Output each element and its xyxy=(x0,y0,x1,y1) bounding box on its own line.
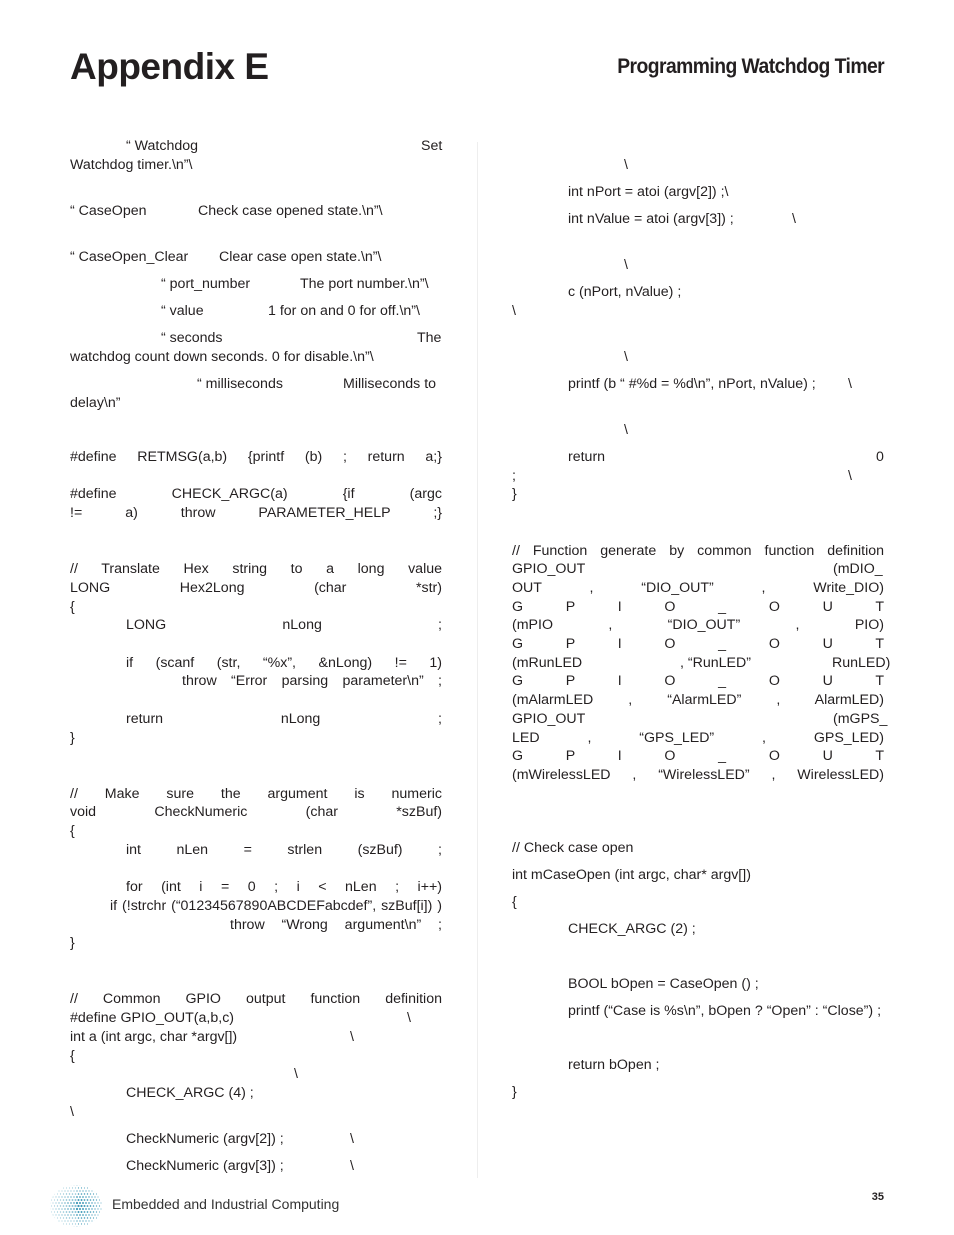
code-line: #define RETMSG(a,b) {printf (b) ; return a;} xyxy=(70,449,442,465)
column-divider xyxy=(477,142,478,1178)
code-line: \ xyxy=(350,1029,354,1045)
code-line: int nPort = atoi (argv[2]) ;\ xyxy=(568,184,729,200)
code-line: watchdog count down seconds. 0 for disable.\n”\ xyxy=(70,349,374,365)
code-line: Set xyxy=(421,138,443,154)
code-line: \ xyxy=(407,1010,411,1026)
code-line: #define GPIO_OUT(a,b,c) xyxy=(70,1010,235,1026)
code-line: \ xyxy=(848,468,852,484)
code-line: Milliseconds to xyxy=(343,376,437,392)
code-line: G P I O _ O U T xyxy=(512,748,884,764)
code-line: c (nPort, nValue) ; xyxy=(568,284,682,300)
code-line: CheckNumeric (argv[3]) ; xyxy=(126,1158,284,1174)
code-line: “ milliseconds xyxy=(197,376,283,392)
code-line: CheckNumeric (argv[2]) ; xyxy=(126,1131,284,1147)
code-line: (mGPS_ xyxy=(833,711,888,727)
code-line: (mAlarmLED , “AlarmLED” , AlarmLED) xyxy=(512,692,884,708)
code-line: G P I O _ O U T xyxy=(512,636,884,652)
code-line: } xyxy=(512,486,517,502)
code-line: The xyxy=(417,330,442,346)
code-line: \ xyxy=(350,1131,354,1147)
code-line: { xyxy=(70,823,75,839)
code-line: CHECK_ARGC (4) ; xyxy=(126,1085,254,1101)
code-line: \ xyxy=(294,1066,298,1082)
code-line: int mCaseOpen (int argc, char* argv[]) xyxy=(512,867,751,883)
page-title: Appendix E xyxy=(70,46,269,87)
code-line: Clear case open state.\n”\ xyxy=(219,249,382,265)
code-line: “ port_number xyxy=(161,276,251,292)
code-line: \ xyxy=(624,422,628,438)
code-comment: // Common GPIO output function definition xyxy=(70,991,442,1007)
code-line: throw “Error parsing parameter\n” ; xyxy=(182,673,442,689)
code-line: ; xyxy=(512,468,516,484)
code-line: “ seconds xyxy=(161,330,223,346)
code-line: void CheckNumeric (char *szBuf) xyxy=(70,804,442,820)
code-line: RunLED) xyxy=(832,655,891,671)
page-number: 35 xyxy=(871,1191,884,1203)
code-line: if (scanf (str, “%x”, &nLong) != 1) xyxy=(126,655,442,671)
code-line: BOOL bOpen = CaseOpen () ; xyxy=(568,976,759,992)
code-line: (mRunLED xyxy=(512,655,583,671)
code-line: int a (int argc, char *argv[]) xyxy=(70,1029,238,1045)
code-line: “ value xyxy=(161,303,204,319)
code-line: Check case opened state.\n”\ xyxy=(198,203,383,219)
code-line: \ xyxy=(624,157,628,173)
code-line: int nValue = atoi (argv[3]) ; xyxy=(568,211,734,227)
code-line: GPIO_OUT xyxy=(512,561,586,577)
code-line: (mPIO , “DIO_OUT” , PIO) xyxy=(512,617,884,633)
code-line: \ xyxy=(624,257,628,273)
code-line: Watchdog timer.\n”\ xyxy=(70,157,193,173)
code-line: GPIO_OUT xyxy=(512,711,586,727)
code-comment: // Make sure the argument is numeric xyxy=(70,786,442,802)
code-line: “ CaseOpen xyxy=(70,203,147,219)
code-line: 0 xyxy=(876,449,884,465)
code-line: #define CHECK_ARGC(a) {if (argc xyxy=(70,486,442,502)
code-line: int nLen = strlen (szBuf) ; xyxy=(126,842,442,858)
footer-company-text: Embedded and Industrial Computing xyxy=(112,1196,340,1212)
code-line: \ xyxy=(70,1104,74,1120)
code-line: { xyxy=(512,894,517,910)
code-line: delay\n” xyxy=(70,395,121,411)
code-line: “ CaseOpen_Clear xyxy=(70,249,189,265)
code-line: (mDIO_ xyxy=(833,561,883,577)
code-line: \ xyxy=(624,349,628,365)
code-line: , “RunLED” xyxy=(680,655,751,671)
code-line: { xyxy=(70,599,75,615)
code-line: G P I O _ O U T xyxy=(512,673,884,689)
code-line: } xyxy=(70,730,75,746)
code-line: “ Watchdog xyxy=(126,138,199,154)
code-line: for (int i = 0 ; i < nLen ; i++) xyxy=(126,879,442,895)
code-line: != a) throw PARAMETER_HELP ;} xyxy=(70,505,442,521)
globe-logo-icon xyxy=(49,1184,103,1228)
code-line: return xyxy=(568,449,606,465)
code-line: LED , “GPS_LED” , GPS_LED) xyxy=(512,730,884,746)
code-line: \ xyxy=(512,303,516,319)
code-line: \ xyxy=(350,1158,354,1174)
code-line: printf (b “ #%d = %d\n”, nPort, nValue) ; xyxy=(568,376,816,392)
chapter-subtitle: Programming Watchdog Timer xyxy=(617,55,884,78)
code-line: OUT , “DIO_OUT” , Write_DIO) xyxy=(512,580,884,596)
code-line: \ xyxy=(848,376,852,392)
code-line: printf (“Case is %s\n”, bOpen ? “Open” : “Close”) ; xyxy=(568,1003,882,1019)
code-line: LONG nLong ; xyxy=(126,617,442,633)
code-comment: // Translate Hex string to a long value xyxy=(70,561,442,577)
code-line: The port number.\n”\ xyxy=(300,276,429,292)
code-line: (mWirelessLED , “WirelessLED” , WirelessLED) xyxy=(512,767,884,783)
code-line: throw “Wrong argument\n” ; xyxy=(230,917,442,933)
code-line: } xyxy=(512,1084,517,1100)
code-comment: // Check case open xyxy=(512,840,634,856)
code-line: return nLong ; xyxy=(126,711,442,727)
code-line: \ xyxy=(792,211,796,227)
code-line: 1 for on and 0 for off.\n”\ xyxy=(268,303,420,319)
code-line: { xyxy=(70,1048,75,1064)
code-comment: // Function generate by common function definition xyxy=(512,543,884,559)
code-line: LONG Hex2Long (char *str) xyxy=(70,580,442,596)
code-line: if (!strchr (“01234567890ABCDEFabcdef”, szBuf[i]) ) xyxy=(110,898,442,914)
code-line: CHECK_ARGC (2) ; xyxy=(568,921,696,937)
code-line: } xyxy=(70,935,75,951)
code-line: return bOpen ; xyxy=(568,1057,660,1073)
code-line: G P I O _ O U T xyxy=(512,599,884,615)
